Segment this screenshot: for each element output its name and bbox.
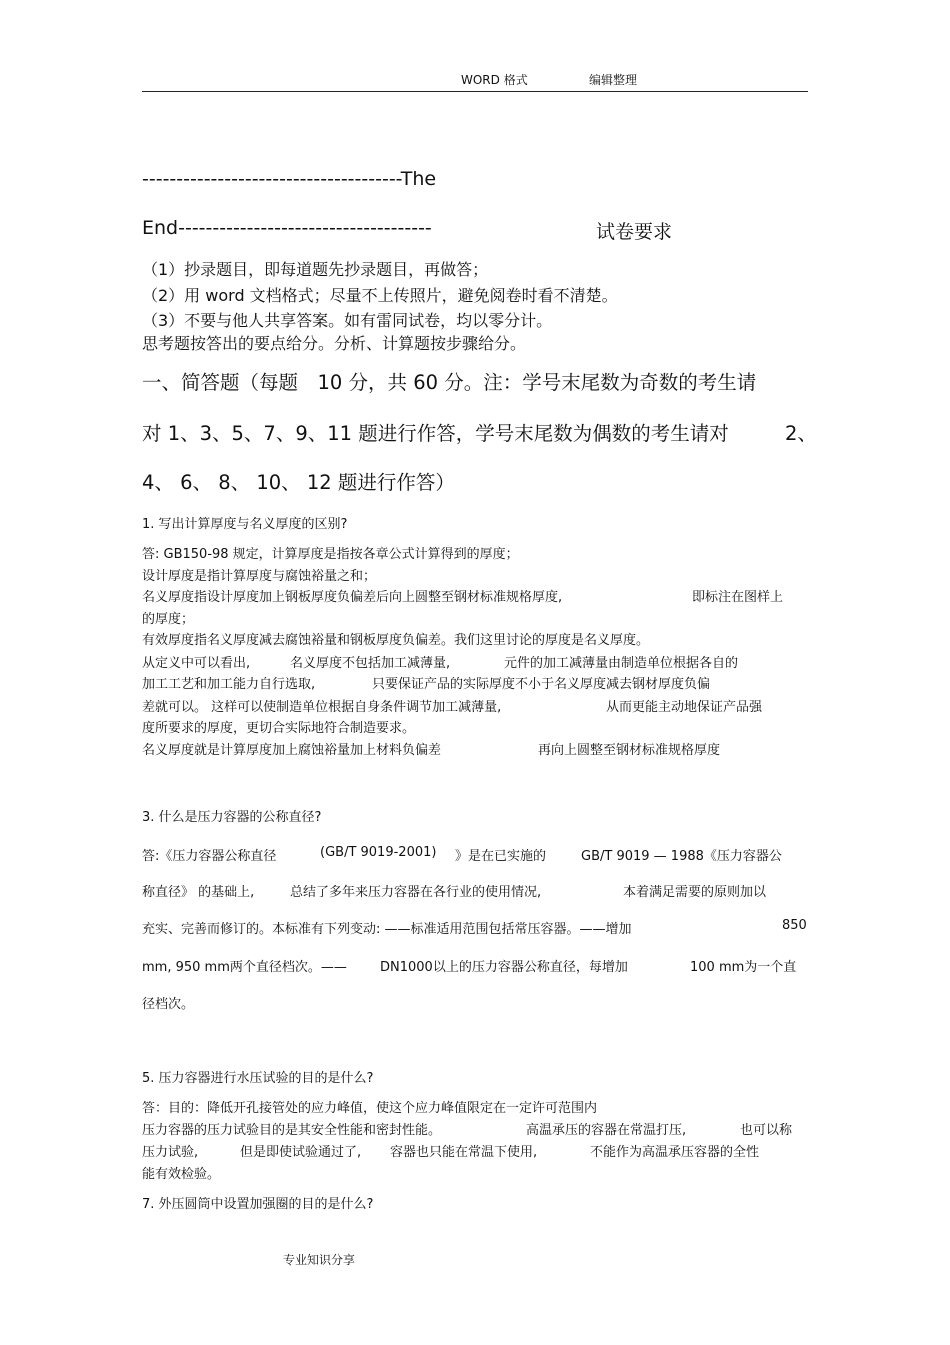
answer-line: 答:《压力容器公称直径 <box>142 849 277 864</box>
answer-line: 有效厚度指名义厚度减去腐蚀裕量和钢板厚度负偏差。我们这里讨论的厚度是名义厚度。 <box>142 633 650 648</box>
header-right: 编辑整理 <box>589 73 638 87</box>
answer-line: 也可以称 <box>740 1123 793 1138</box>
answer-line: mm, 950 mm两个直径档次。—— <box>142 960 347 975</box>
answer-line: 名义厚度不包括加工减薄量, <box>290 656 451 671</box>
answer-line: 再向上圆整至钢材标准规格厚度 <box>538 743 721 758</box>
answer-line: 差就可以。 这样可以使制造单位根据自身条件调节加工减薄量, <box>142 700 502 715</box>
answer-line: 径档次。 <box>142 997 195 1012</box>
question-1-title: 1. 写出计算厚度与名义厚度的区别? <box>142 517 348 532</box>
answer-line: 从定义中可以看出, <box>142 656 251 671</box>
requirement-item: （1）抄录题目，即每道题先抄录题目，再做答； <box>142 260 489 279</box>
requirement-item: （2）用 word 文档格式；尽量不上传照片，避免阅卷时看不清楚。 <box>142 286 618 305</box>
answer-line: 高温承压的容器在常温打压, <box>526 1123 687 1138</box>
answer-line: 从而更能主动地保证产品强 <box>606 700 763 715</box>
footer-text: 专业知识分享 <box>283 1253 356 1267</box>
answer-line: 充实、完善而修订的。本标准有下列变动: ——标准适用范围包括常压容器。——增加 <box>142 922 632 937</box>
question-5-title: 5. 压力容器进行水压试验的目的是什么? <box>142 1071 374 1086</box>
answer-line: (GB/T 9019-2001) <box>320 845 437 860</box>
section-heading-line1: 一、简答题（每题 10 分，共 60 分。注：学号末尾数为奇数的考生请 <box>142 371 757 394</box>
header-left: WORD 格式 <box>461 73 528 87</box>
exam-requirements-title: 试卷要求 <box>596 221 673 243</box>
answer-line: 答：目的：降低开孔接管处的应力峰值，使这个应力峰值限定在一定许可范围内 <box>142 1101 598 1116</box>
answer-line: GB/T 9019 — 1988《压力容器公 <box>581 849 782 864</box>
answer-line: 的厚度； <box>142 612 195 627</box>
answer-line: 压力试验, <box>142 1145 199 1160</box>
answer-line: 100 mm为一个直 <box>690 960 797 975</box>
answer-line: 即标注在图样上 <box>692 590 784 605</box>
requirement-item: （3）不要与他人共享答案。如有雷同试卷，均以零分计。 <box>142 311 553 330</box>
answer-line: 容器也只能在常温下使用, <box>390 1145 538 1160</box>
answer-line: DN1000以上的压力容器公称直径，每增加 <box>380 960 628 975</box>
end-banner-line2: End------------------------------------- <box>142 217 432 239</box>
section-heading-line2-tail: 2、 <box>785 422 817 445</box>
answer-line: 总结了多年来压力容器在各行业的使用情况, <box>290 885 542 900</box>
answer-line: 名义厚度就是计算厚度加上腐蚀裕量加上材料负偏差 <box>142 743 442 758</box>
section-heading-line2: 对 1、3、5、7、9、11 题进行作答，学号末尾数为偶数的考生请对 <box>142 422 729 445</box>
answer-line: 称直径》 的基础上, <box>142 885 255 900</box>
answer-line: 850 <box>782 918 807 933</box>
answer-line: 加工工艺和加工能力自行选取, <box>142 677 316 692</box>
section-heading-line3: 4、 6、 8、 10、 12 题进行作答） <box>142 471 455 494</box>
answer-line: 不能作为高温承压容器的全性 <box>590 1145 760 1160</box>
answer-line: 设计厚度是指计算厚度与腐蚀裕量之和； <box>142 569 377 584</box>
answer-line: 度所要求的厚度，更切合实际地符合制造要求。 <box>142 721 416 736</box>
answer-line: 本着满足需要的原则加以 <box>623 885 767 900</box>
answer-line: 能有效检验。 <box>142 1167 221 1182</box>
answer-line: 》是在已实施的 <box>455 849 547 864</box>
answer-line: 但是即使试验通过了, <box>240 1145 362 1160</box>
answer-line: 答: GB150-98 规定，计算厚度是指按各章公式计算得到的厚度； <box>142 547 519 562</box>
header-rule <box>142 91 808 92</box>
question-7-title: 7. 外压圆筒中设置加强圈的目的是什么? <box>142 1197 374 1212</box>
end-banner-line1: --------------------------------------The <box>142 168 437 190</box>
answer-line: 元件的加工减薄量由制造单位根据各自的 <box>504 656 739 671</box>
answer-line: 压力容器的压力试验目的是其安全性能和密封性能。 <box>142 1123 442 1138</box>
answer-line: 只要保证产品的实际厚度不小于名义厚度减去钢材厚度负偏 <box>372 677 711 692</box>
requirement-item: 思考题按答出的要点给分。分析、计算题按步骤给分。 <box>142 334 527 353</box>
question-3-title: 3. 什么是压力容器的公称直径? <box>142 810 322 825</box>
answer-line: 名义厚度指设计厚度加上钢板厚度负偏差后向上圆整至钢材标准规格厚度, <box>142 590 563 605</box>
